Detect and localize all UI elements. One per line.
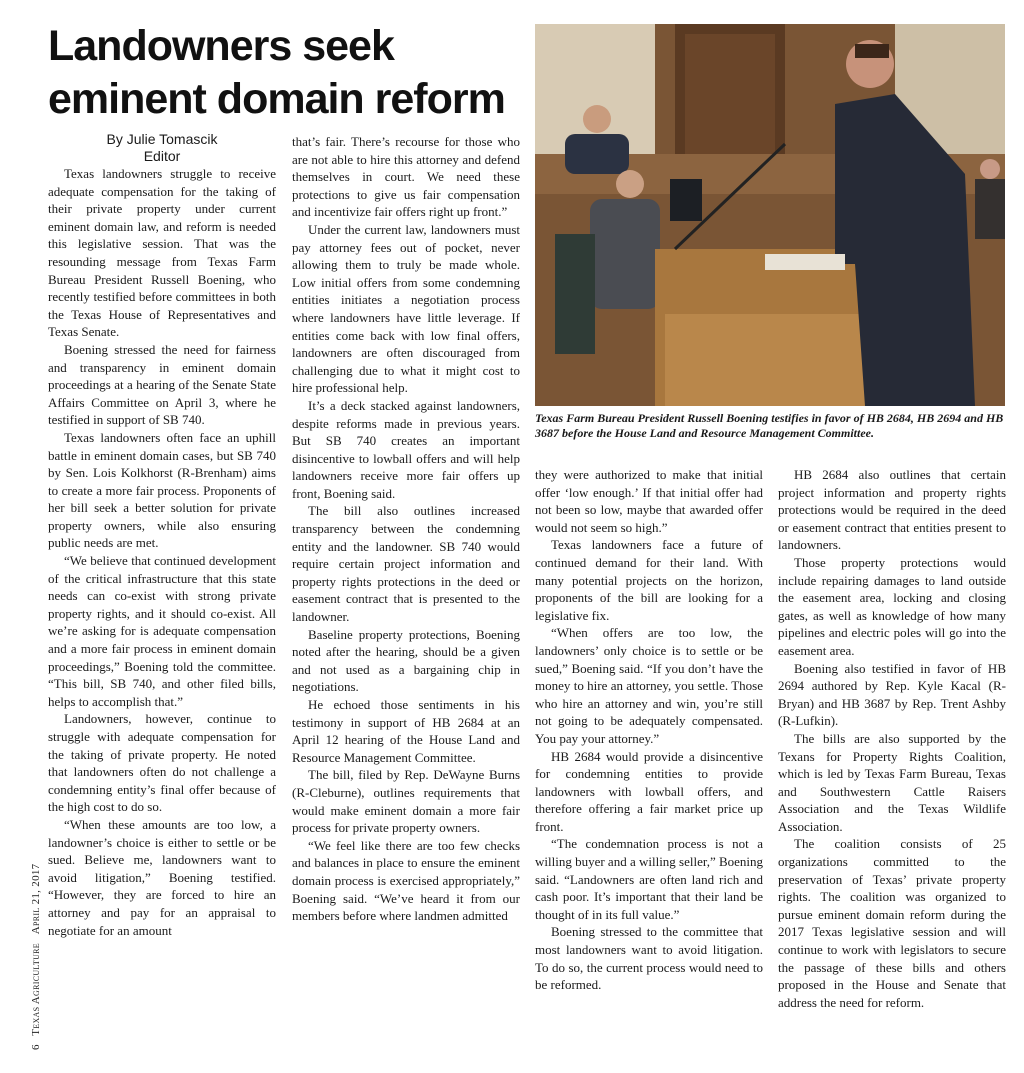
paragraph: The bills are also supported by the Texans for Property Rights Coalition, which is led by Texas Farm Bureau, Texas and Southwestern Cattle Raisers Association and the Texas Wildlife Association. [778,730,1006,834]
paragraph: HB 2684 also outlines that certain project information and property rights protections would be required in the deed or easement contract that entities present to landowners. [778,467,1006,553]
page-sidebar [30,858,42,1050]
paragraph: Boening also testified in favor of HB 2694 authored by Rep. Kyle Kacal (R-Bryan) and HB 3687 by Rep. Trent Ashby (R-Lufkin). [778,660,1006,729]
byline [48,131,276,165]
byline-role: Editor [143,148,181,164]
issue-date: April 21, 2017 [30,863,42,935]
hearing-photo [535,24,1005,406]
paragraph: It’s a deck stacked against landowners, despite reforms made in previous years. But SB 740 creates an important disincentive to lowball offers and will help landowners receive more fair offers up front, Boening said. [292,397,520,501]
paragraph: Boening stressed the need for fairness and transparency in eminent domain proceedings at a hearing of the Senate State Affairs Committee on April 3, where he testified in support of SB 740. [48,341,276,428]
paragraph: The bill also outlines increased transparency between the condemning entity and the landowner. SB 740 would require certain project information and property rights protections in the deed or easement contract that is presented to the landowner. [292,503,520,625]
paragraph: “The condemnation process is not a willing buyer and a willing seller,” Boening said. “Landowners are often land rich and cash poor. It’s important that their land be thought of in its full value.” [535,836,764,922]
byline-author: By Julie Tomascik [106,131,218,147]
page-number: 6 [30,1044,42,1050]
photo-caption: Texas Farm Bureau President Russell Boening testifies in favor of HB 2684, HB 2694 and HB 3687 before the House Land and Resource Management Committee. [535,411,1004,440]
paragraph: The bill, filed by Rep. DeWayne Burns (R-Cleburne), outlines requirements that would make eminent domain a more fair process for private property owners. [292,767,520,836]
paragraph-continued: they were authorized to make that initial offer ‘low enough.’ If that initial offer had not been so low, maybe that awarded offer would not seem so high.” [535,467,763,535]
headline: Landowners seek eminent domain reform [48,22,505,123]
paragraph: Landowners, however, continue to struggle with adequate compensation for the taking of private property. He noted that landowners often do not challenge a condemning entity’s final offer because of the high cost to do so. [48,711,276,815]
article-column-4 [778,466,1006,1011]
article-column-1 [48,165,276,939]
paragraph: The coalition consists of 25 organizations committed to the preservation of Texas’ private property rights. The coalition was organized to pursue eminent domain reform during the 2017 Texas legislative session and will continue to work with legislators to secure the passage of these bills and others proposed in the House and Senate that address the need for reform. [778,836,1006,1010]
paragraph-continued: that’s fair. There’s recourse for those who are not able to hire this attorney and defend themselves in court. We need these protections to give us fair compensation and incentivize fair offers right up front.” [292,134,520,220]
article-column-2 [292,133,520,925]
hearing-photo-illustration [535,24,1005,406]
paragraph: “When these amounts are too low, a landowner’s choice is either to settle or be sued. Believe me, landowners want to avoid litigation,” Boening testified. “However, they are forced to hire an attorney and pay for an appraisal to negotiate for an amount [48,816,276,938]
paragraph: “We feel like there are too few checks and balances in place to ensure the eminent domain process is exercised appropriately,” Boening said. “We’ve heard it from our members before where landmen admitted [292,837,520,924]
paragraph: He echoed those sentiments in his testimony in support of HB 2684 at an April 12 hearing of the House Land and Resource Management Committee. [292,697,520,765]
paragraph: “We believe that continued development of the critical infrastructure that this state needs can co-exist with strong private property rights, and it should co-exist. All we’re asking for is adequate compensation and a more fair process in eminent domain proceedings,” Boening told the committee. “This bill, SB 740, and other filed bills, helps to accomplish that.” [48,553,276,709]
paragraph: HB 2684 would provide a disincentive for condemning entities to provide landowners with lowball offers, and therefore offering a fair market price up front. [535,748,763,834]
paragraph: Boening stressed to the committee that most landowners want to avoid litigation. To do so, the current process would need to be reformed. [535,924,763,993]
paragraph: Texas landowners face a future of continued demand for their land. With many potential projects on the horizon, proponents of the bill are looking for a legislative fix. [535,537,763,623]
paragraph: Texas landowners often face an uphill battle in eminent domain cases, but SB 740 by Sen. Lois Kolkhorst (R-Brenham) aims to create a more fair process. Proponents of her bill seek a better solution for private property owners, while also ensuring public needs are met. [48,429,276,551]
paragraph: Under the current law, landowners must pay attorney fees out of pocket, never allowing them to truly be made whole. Low initial offers from some condemning entities initiates a negotiation process where landowners have little leverage. If entities come back with low final offers, landowners are often discouraged from challenging due to what it might cost to hire professional help. [292,221,520,396]
paragraph: Texas landowners struggle to receive adequate compensation for the taking of their private property under current eminent domain law, and reform is needed this legislative session. That was the resounding message from Texas Farm Bureau President Russell Boening, who recently testified before committees in both the Texas House of Representatives and Texas Senate. [48,166,276,340]
article-column-3 [535,466,763,994]
paragraph: “When offers are too low, the landowners’ only choice is to settle or be sued,” Boening said. “If you don’t have the money to hire an attorney, you settle. Those who hire an attorney and win, you’re still not going to be adequately compensated. You pay your attorney.” [535,625,763,746]
publication-name: Texas Agriculture [30,943,42,1036]
paragraph: Those property protections would include repairing damages to land outside the easement area, locking and closing gates, as well as knowledge of how many pipelines and electric poles will go into the easement area. [778,554,1006,658]
paragraph: Baseline property protections, Boening noted after the hearing, should be a given and not used as a bargaining chip in negotiations. [292,626,520,695]
